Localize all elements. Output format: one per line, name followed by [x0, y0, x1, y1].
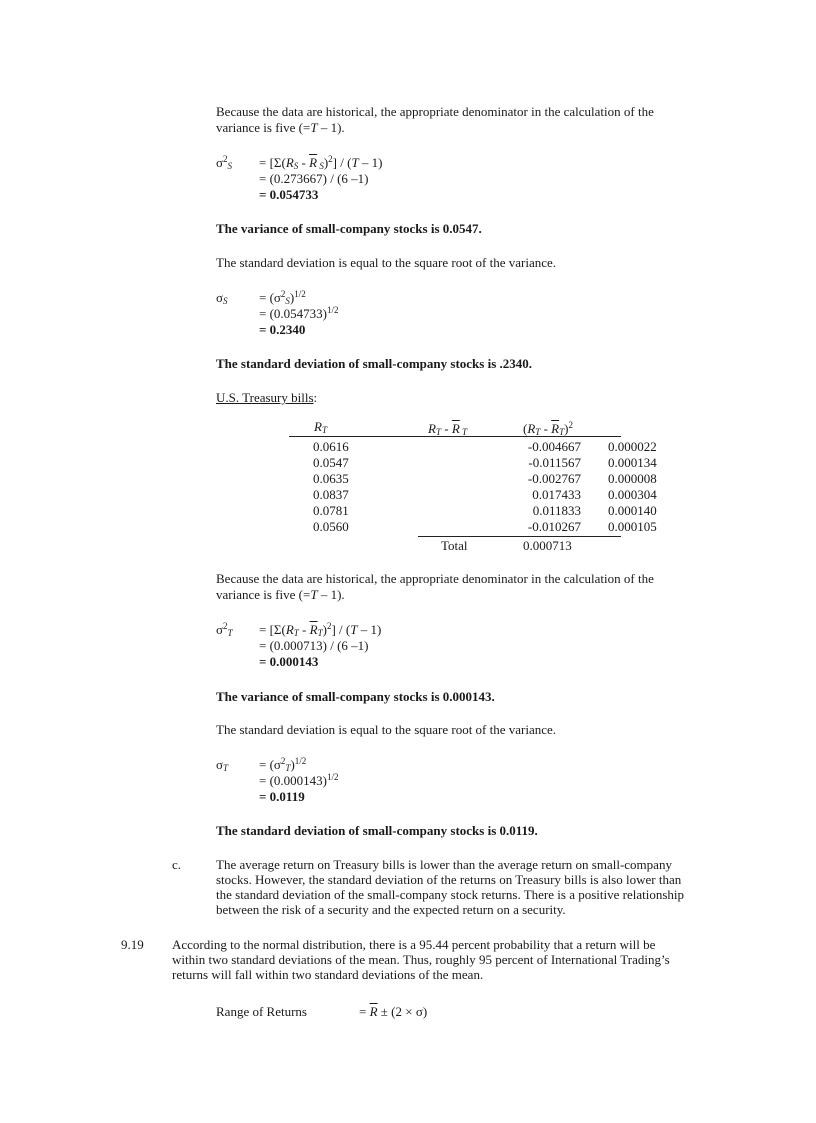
cell-squared: 0.000008 [608, 470, 657, 486]
variance-t-conclusion: The variance of small-company stocks is 0.000143. [216, 689, 495, 704]
intro-t-line-2: variance is five (=T – 1). [216, 587, 345, 602]
table-row [289, 470, 739, 486]
variance-t-formula: = $[\Sigma(R_T - \overline{R}_T)^2] / (T - 1)$ [259, 621, 382, 638]
sd-intro-1: The standard deviation is equal to the square root of the variance. [216, 255, 557, 270]
cell-deviation: -0.010267 [527, 518, 581, 534]
cell-squared: 0.000134 [608, 454, 657, 470]
cell-deviation: -0.002767 [527, 470, 581, 486]
table-row [289, 486, 739, 502]
sigma-s-symbol: $\sigma_S$ [216, 290, 228, 306]
intro-t-line-1: Because the data are historical, the appropriate denominator in the calculation of the [216, 571, 654, 586]
table-row [289, 438, 739, 454]
table-total-value: 0.000713 [523, 538, 572, 553]
intro-line-2: variance is five (=T – 1). [216, 120, 345, 135]
sd-t-conclusion: The standard deviation of small-company stocks is 0.0119. [216, 823, 538, 838]
variance-s-formula: = [$\Sigma(R_S - \overline{R}$ $_S$)$^2$] / (T – 1) [259, 154, 383, 171]
part-c-text: The average return on Treasury bills is lower than the average return on small-company stocks. However, the standard deviation of the returns on Treasury bills is also lower than the standard deviation of the small-company stock returns. There is a positive relationship between the risk of a security and the expected return on a security. [216, 857, 684, 917]
col-header-deviation: $R_T - \overline{R}$ $_T$ [428, 421, 468, 437]
cell-squared: 0.000140 [608, 502, 657, 518]
variance-s-conclusion: The variance of small-company stocks is 0.0547. [216, 221, 482, 236]
variance-s-substitution: = (0.273667) / (6 –1) [259, 171, 369, 186]
cell-deviation: 0.011833 [532, 502, 581, 518]
intro-line-1: Because the data are historical, the appropriate denominator in the calculation of the [216, 104, 654, 119]
sd-t-formula: = $(\sigma^2_T)^{1/2}$ [259, 756, 307, 773]
sd-s-conclusion: The standard deviation of small-company stocks is .2340. [216, 356, 532, 371]
tbills-table [289, 438, 739, 534]
table-row [289, 502, 739, 518]
cell-rt: 0.0616 [313, 438, 349, 454]
problem-text: According to the normal distribution, there is a 95.44 percent probability that a return will be within two standard deviations of the mean. Thus, roughly 95 percent of International Trading’s returns will fall within two standard deviations of the mean. [172, 937, 670, 982]
sd-t-result: = 0.0119 [259, 789, 305, 804]
cell-squared: 0.000022 [608, 438, 657, 454]
table-total-label: Total [441, 538, 468, 553]
cell-rt: 0.0560 [313, 518, 349, 534]
cell-squared: 0.000105 [608, 518, 657, 534]
sigma-squared-t-symbol: $\sigma^2_T$ [216, 621, 233, 638]
sigma-t-symbol: $\sigma_T$ [216, 757, 229, 773]
cell-deviation: -0.011567 [528, 454, 581, 470]
variance-t-substitution: = (0.000713) / (6 –1) [259, 638, 369, 653]
cell-deviation: -0.004667 [527, 438, 581, 454]
cell-rt: 0.0837 [313, 486, 349, 502]
col-header-squared: $(R_T - \overline{R}_T)^2$ [523, 420, 573, 437]
table-row [289, 518, 739, 534]
range-label: Range of Returns [216, 1004, 307, 1019]
cell-rt: 0.0635 [313, 470, 349, 486]
sd-s-formula: = $(\sigma^2_S)^{1/2}$ [259, 289, 306, 306]
table-total-rule [418, 536, 621, 537]
sd-t-substitution: = $(0.000143)^{1/2}$ [259, 772, 339, 788]
sigma-squared-s-symbol: $\sigma^2_S$ [216, 154, 233, 171]
table-row [289, 454, 739, 470]
variance-t-result: = 0.000143 [259, 654, 319, 669]
sd-s-result: = 0.2340 [259, 322, 306, 337]
tbills-heading: U.S. Treasury bills: [216, 390, 318, 405]
range-formula: = $\overline{R} \pm (2 \times \sigma)$ [359, 1004, 428, 1019]
cell-rt: 0.0547 [313, 454, 349, 470]
cell-deviation: 0.017433 [532, 486, 581, 502]
cell-rt: 0.0781 [313, 502, 349, 518]
table-header-rule [289, 436, 621, 437]
problem-number: 9.19 [121, 937, 144, 952]
sd-intro-2: The standard deviation is equal to the square root of the variance. [216, 722, 557, 737]
part-c-label: c. [172, 857, 182, 872]
sd-s-substitution: = $(0.054733)^{1/2}$ [259, 305, 339, 321]
variance-s-result: = 0.054733 [259, 187, 319, 202]
col-header-rt: $R_T$ [314, 419, 327, 435]
cell-squared: 0.000304 [608, 486, 657, 502]
